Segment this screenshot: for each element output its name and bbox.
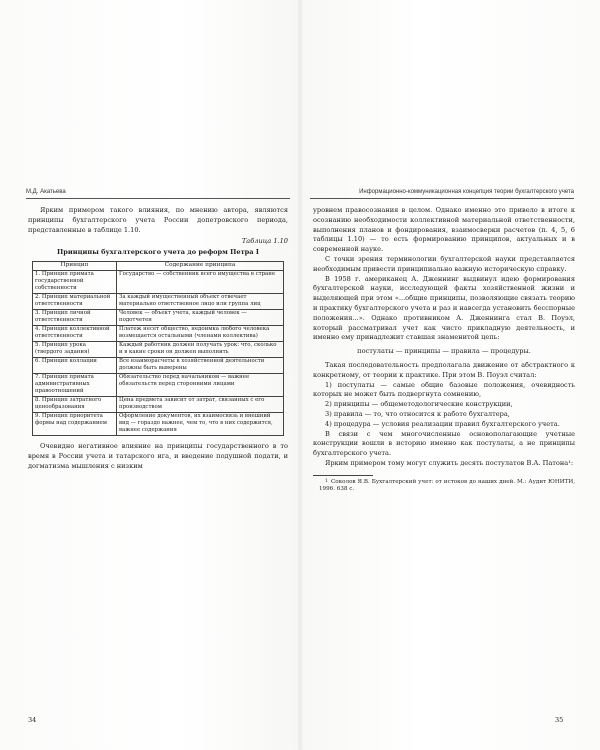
page-number-right: 35 [555, 716, 564, 724]
list-item: 3) правила — то, что относится к работе бухгалтера, [325, 409, 510, 418]
closing-paragraph: Очевидно негативное влияние на принципы государственного в то время в России учета и татарского ига, и введение подушной подати, и догматизма мышления с низким [28, 441, 288, 470]
footnote-divider [313, 475, 373, 476]
paragraph-6: Ярким примером тому могут служить десять постулатов В.А. Патона¹: [325, 458, 574, 467]
principle-cell: 2. Принцип материальной ответственности [33, 293, 117, 309]
table-row [33, 396, 284, 412]
header-rule-right [310, 198, 574, 199]
table-header-cell: Содержание принципа [117, 261, 284, 270]
content-cell: Цена предмета зависит от затрат, связанных с его производством [117, 396, 284, 412]
table-title: Принципы бухгалтерского учета до реформ Петра I [57, 248, 259, 257]
principle-cell: 7. Принцип примата административных правоотношений [33, 373, 117, 396]
table-header-row [33, 261, 284, 270]
paragraph-4: Такая последовательность предполагала движение от абстрактного к конкретному, от теории к практике. При этом В. Поуэл считал: [313, 360, 575, 379]
principle-cell: 8. Принцип затратного ценообразования [33, 396, 117, 412]
principle-cell: 4. Принцип коллективной ответственности [33, 325, 117, 341]
header-rule-left [26, 198, 290, 199]
table-row [33, 309, 284, 325]
principles-table [32, 261, 284, 436]
content-cell: Все взаиморасчеты в хозяйственной деятельности должны быть выверены [117, 357, 284, 373]
footnote-marker: 1 [325, 478, 328, 484]
table-row [33, 357, 284, 373]
paragraph-5: В связи с чем многочисленные основополагающие учетные конструкции вошли в историю именно как постулаты, а не принципы бухгалтерского учета. [313, 429, 575, 458]
left-page [28, 206, 288, 471]
intro-paragraph: Ярким примером такого влияния, по мнению автора, являются принципы бухгалтерского учета России допетровского периода, представленные в таблице 1.10. [28, 206, 288, 234]
paragraph-1: уровнем правосознания в целом. Однако именно это привело в итоге к осознанию необходимости коллективной материальной ответственности, выполнения планов и фондирования, взаимосверки расчетов (п. 4, 5, 6 таблицы 1.10) — то есть формированию принципов, актуальных и в современной науке. [313, 206, 575, 254]
content-cell: Платеж несет общество, недоимка любого человека возмещается остальными (членами коллектива) [117, 325, 284, 341]
list-item: 1) постулаты — самые общие базовые положения, очевидность которых не может быть подвергнута сомнению, [313, 380, 575, 399]
content-cell: Оформление документов, их взаимосвязь и внешний вид — гораздо важнее, чем то, что в них содержится, важнее содержания [117, 412, 284, 435]
table-row [33, 325, 284, 341]
content-cell: За каждый имущественный объект отвечает материально ответственное лицо или группа лиц [117, 293, 284, 309]
footnote [313, 479, 575, 494]
principle-cell: 1. Принцип примата государственной собственности [33, 270, 117, 293]
content-cell: Каждый работник должен получать урок: что, сколько и в какие сроки он должен выполнить [117, 341, 284, 357]
paragraph-2: С точки зрения терминологии бухгалтерской науки представляется необходимым привести принципиально важную историческую справку. [313, 254, 575, 273]
table-row [33, 341, 284, 357]
principle-cell: 3. Принцип личной ответственности [33, 309, 117, 325]
table-row [33, 412, 284, 435]
content-cell: Государство — собственник всего имущества в стране [117, 270, 284, 293]
principle-cell: 5. Принцип урока (твердого задания) [33, 341, 117, 357]
running-header-author: М.Д. Акатьева [26, 189, 66, 195]
list-item: 2) принципы — общеметодологические конструкции, [325, 400, 513, 409]
list-item: 4) процедура — условия реализации правил бухгалтерского учета. [325, 419, 560, 428]
principle-cell: 6. Принцип коллации [33, 357, 117, 373]
table-row [33, 293, 284, 309]
principle-cell: 9. Принцип приоритета формы над содержанием [33, 412, 117, 435]
content-cell: Человек — объект учета, каждый человек — подотчетен [117, 309, 284, 325]
table-row [33, 373, 284, 396]
table-caption: Таблица 1.10 [241, 237, 288, 246]
table-row [33, 270, 284, 293]
table-header-cell: Принцип [33, 261, 117, 270]
running-header-title: Информационно-коммуникационная концепция теории бухгалтерского учета [359, 189, 574, 195]
content-cell: Обязательство перед начальником — важнее обязательств перед сторонними лицами [117, 373, 284, 396]
paragraph-3: В 1958 г. американец А. Дженнинг выдвинул идею формирования бухгалтерской науки, исследующей факты хозяйственной жизни и выделяющей при этом «...общие принципы, позволяющие связать теорию и практику бухгалтерского учета и раз и навсегда установить бесспорные положения...». Однако противником А. Дженнинга стал В. Поуэл, который рассматривал учет как чисто прикладную деятельность, и именно ему принадлежит ставшая знаменитой цепь: [313, 274, 575, 342]
postulate-chain: постулаты — принципы — правила — процедуры. [357, 347, 531, 356]
footnote-text: Соколов Я.В. Бухгалтерский учет: от истоков до наших дней. М.: Аудит ЮНИТИ, 1996. 638 с. [319, 478, 575, 493]
page-number-left: 34 [28, 716, 37, 724]
right-page [313, 206, 575, 494]
